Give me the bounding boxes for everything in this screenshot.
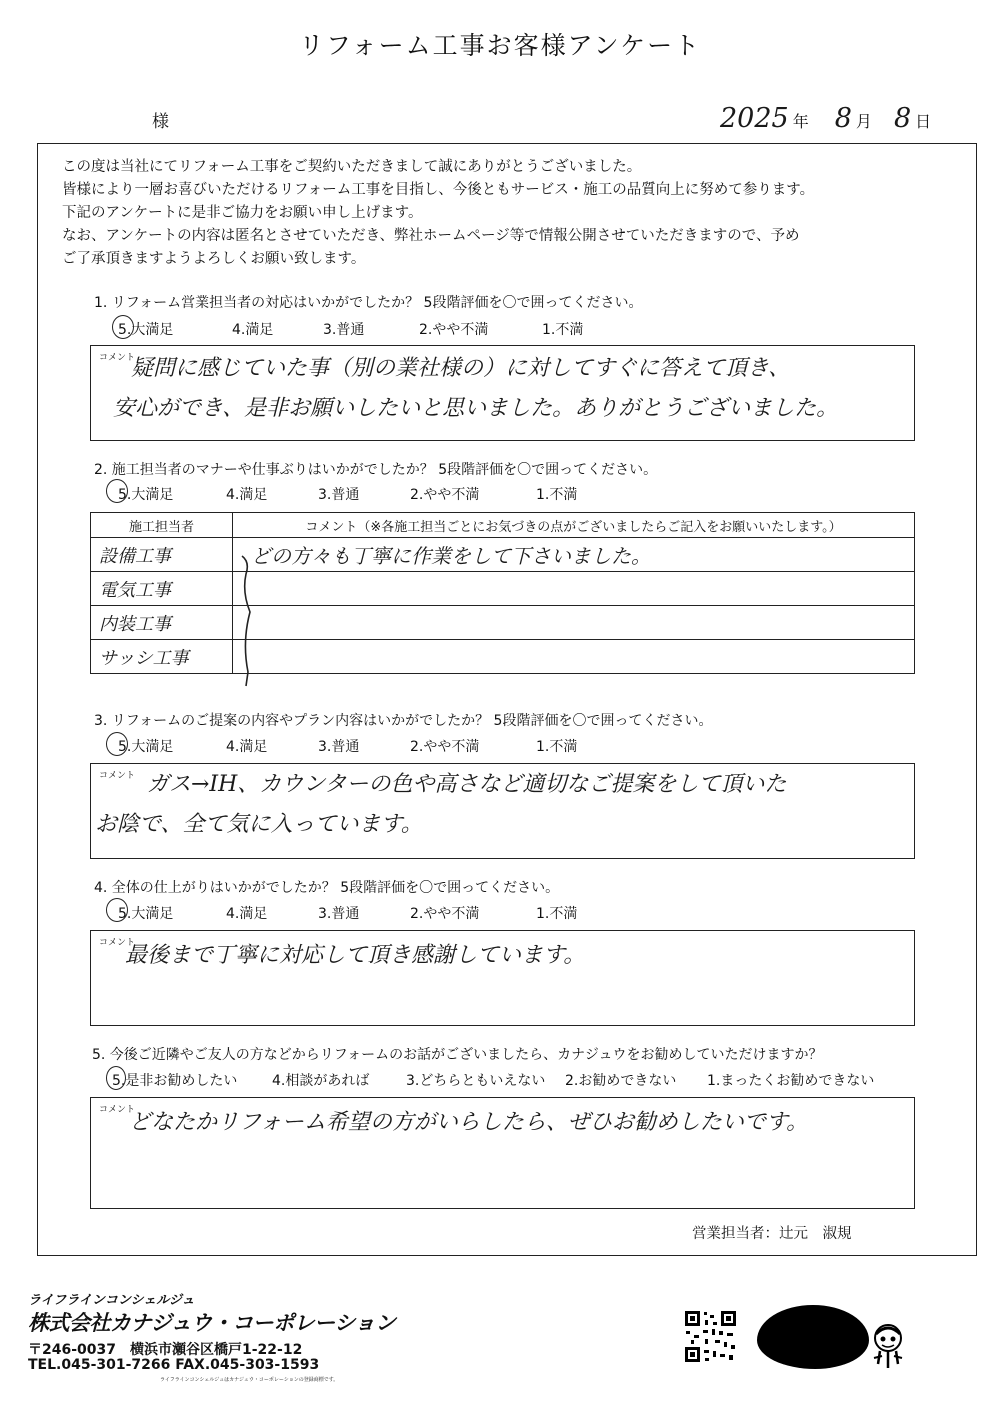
table-row: [91, 606, 915, 640]
comment-label: コメント: [99, 771, 136, 781]
q2-question: 2. 施工担当者のマナーや仕事ぶりはいかがでしたか？ 5段階評価を〇で囲ってください。: [94, 462, 658, 478]
staff-comment[interactable]: [233, 572, 915, 606]
q1-comment-line: 疑問に感じていた事（別の業社様の）に対してすぐに答えて頂き、: [131, 356, 791, 381]
intro-line: この度は当社にてリフォーム工事をご契約いただきまして誠にありがとうございました。: [62, 159, 642, 175]
intro-line: 下記のアンケートに是非ご協力をお願い申し上げます。: [62, 205, 423, 221]
q5-comment-line: どなたかリフォーム希望の方がいらしたら、ぜひお勧めしたいです。: [129, 1110, 809, 1135]
date-month-unit: 月: [855, 112, 872, 131]
staff-name: 設備工事: [91, 538, 233, 572]
q2-option-1[interactable]: 1.不満: [536, 487, 578, 503]
q5-option-5[interactable]: 5.是非お勧めしたい: [112, 1073, 238, 1089]
q3-option-1[interactable]: 1.不満: [536, 739, 578, 755]
date-day-unit: 日: [915, 112, 932, 131]
table-row: [91, 572, 915, 606]
q5-selection-circle: [106, 1066, 126, 1090]
date-year-unit: 年: [792, 112, 809, 131]
q1-selection-circle: [112, 315, 134, 339]
q4-comment-line: 最後まで丁寧に対応して頂き感謝しています。: [125, 943, 586, 968]
q5-option-3[interactable]: 3.どちらともいえない: [406, 1073, 546, 1089]
staff-name: サッシ工事: [91, 640, 233, 674]
comment-label: コメント: [99, 1105, 136, 1115]
q4-option-4[interactable]: 4.満足: [226, 906, 268, 922]
q3-comment-box[interactable]: [90, 763, 915, 859]
q2-selection-circle: [106, 479, 128, 503]
date-year: 2025: [720, 103, 789, 134]
q3-selection-circle: [106, 732, 128, 756]
staff-comment[interactable]: [233, 606, 915, 640]
intro-line: ご了承頂きますようよろしくお願い致します。: [62, 251, 366, 267]
q4-options: [118, 903, 718, 923]
comment-label: コメント: [99, 353, 136, 363]
staff-name: 内装工事: [91, 606, 233, 640]
customer-honorific: 様: [152, 112, 169, 132]
q1-option-5[interactable]: 5.大満足: [118, 322, 174, 338]
q2-options: [118, 484, 718, 504]
intro-text: [62, 156, 814, 271]
q3-comment-line: ガス→IH、カウンターの色や高さなど適切なご提案をして頂いた: [147, 772, 787, 797]
q4-comment-box[interactable]: [90, 930, 915, 1026]
q4-option-3[interactable]: 3.普通: [318, 906, 360, 922]
staff-header-comment: コメント（※各施工担当ごとにお気づきの点がございましたらご記入をお願いいたします。）: [233, 513, 915, 538]
q3-option-2[interactable]: 2.やや不満: [410, 739, 480, 755]
table-row: [91, 538, 915, 572]
date-month: 8: [834, 103, 852, 134]
table-row: [91, 640, 915, 674]
qr-code-icon[interactable]: [683, 1309, 738, 1364]
q5-option-4[interactable]: 4.相談があれば: [272, 1073, 370, 1089]
q1-comment-box[interactable]: [90, 345, 915, 441]
q1-option-2[interactable]: 2.やや不満: [419, 322, 489, 338]
q2-option-3[interactable]: 3.普通: [318, 487, 360, 503]
q5-options: [112, 1070, 902, 1090]
sales-rep: 営業担当者：辻元 淑規: [692, 1226, 852, 1242]
date-day: 8: [893, 103, 912, 134]
q3-option-4[interactable]: 4.満足: [226, 739, 268, 755]
staff-name: 電気工事: [91, 572, 233, 606]
q1-question: 1. リフォーム営業担当者の対応はいかがでしたか？ 5段階評価を〇で囲ってください。: [94, 295, 643, 311]
q1-option-4[interactable]: 4.満足: [232, 322, 274, 338]
staff-comment[interactable]: [233, 640, 915, 674]
brand-tagline: ライフラインコンシェルジュ: [28, 1293, 195, 1308]
q4-option-2[interactable]: 2.やや不満: [410, 906, 480, 922]
q5-option-2[interactable]: 2.お勧めできない: [565, 1073, 677, 1089]
comment-label: コメント: [99, 938, 136, 948]
bracket-stroke-icon: [236, 552, 260, 690]
q3-question: 3. リフォームのご提案の内容やプラン内容はいかがでしたか？ 5段階評価を〇で囲ってください。: [94, 713, 713, 729]
q1-options: [118, 319, 718, 339]
q3-option-5[interactable]: 5.大満足: [118, 739, 174, 755]
q5-comment-box[interactable]: [90, 1097, 915, 1209]
staff-comment[interactable]: どの方々も丁寧に作業をして下さいました。: [233, 538, 915, 572]
staff-header-name: 施工担当者: [91, 513, 233, 538]
q1-comment-line: 安心ができ、是非お願いしたいと思いました。ありがとうございました。: [113, 396, 839, 421]
mascot-icon: [868, 1318, 908, 1370]
trademark-note: ライフラインコンシェルジュはカナジュウ・コーポレーションの登録商標です。: [160, 1377, 339, 1383]
q4-option-5[interactable]: 5.大満足: [118, 906, 174, 922]
q1-option-1[interactable]: 1.不満: [542, 322, 584, 338]
q4-question: 4. 全体の仕上がりはいかがでしたか？ 5段階評価を〇で囲ってください。: [94, 880, 560, 896]
q3-comment-line: お陰で、全て気に入っています。: [95, 812, 423, 837]
staff-table-header: [91, 513, 915, 538]
survey-date: [720, 103, 931, 134]
company-address: 〒246-0037 横浜市瀬谷区橋戸1-22-12: [28, 1342, 303, 1358]
q3-options: [118, 736, 718, 756]
company-phone: TEL.045-301-7266 FAX.045-303-1593: [28, 1357, 320, 1373]
q3-option-3[interactable]: 3.普通: [318, 739, 360, 755]
survey-title: リフォーム工事お客様アンケート: [298, 31, 702, 60]
staff-table: [90, 512, 915, 674]
redaction-blob: [757, 1305, 869, 1369]
q2-option-2[interactable]: 2.やや不満: [410, 487, 480, 503]
q1-option-3[interactable]: 3.普通: [323, 322, 365, 338]
q2-option-5[interactable]: 5.大満足: [118, 487, 174, 503]
q2-option-4[interactable]: 4.満足: [226, 487, 268, 503]
q4-option-1[interactable]: 1.不満: [536, 906, 578, 922]
q5-option-1[interactable]: 1.まったくお勧めできない: [707, 1073, 875, 1089]
company-name: 株式会社カナジュウ・コーポレーション: [28, 1311, 396, 1335]
q4-selection-circle: [106, 898, 128, 922]
intro-line: 皆様により一層お喜びいただけるリフォーム工事を目指し、今後ともサービス・施工の品質向上に努めて参ります。: [62, 182, 815, 198]
intro-line: なお、アンケートの内容は匿名とさせていただき、弊社ホームページ等で情報公開させていただきますので、予め: [62, 228, 800, 244]
q5-question: 5. 今後ご近隣やご友人の方などからリフォームのお話がございましたら、カナジュウをお勧めしていただけますか？: [92, 1047, 823, 1063]
